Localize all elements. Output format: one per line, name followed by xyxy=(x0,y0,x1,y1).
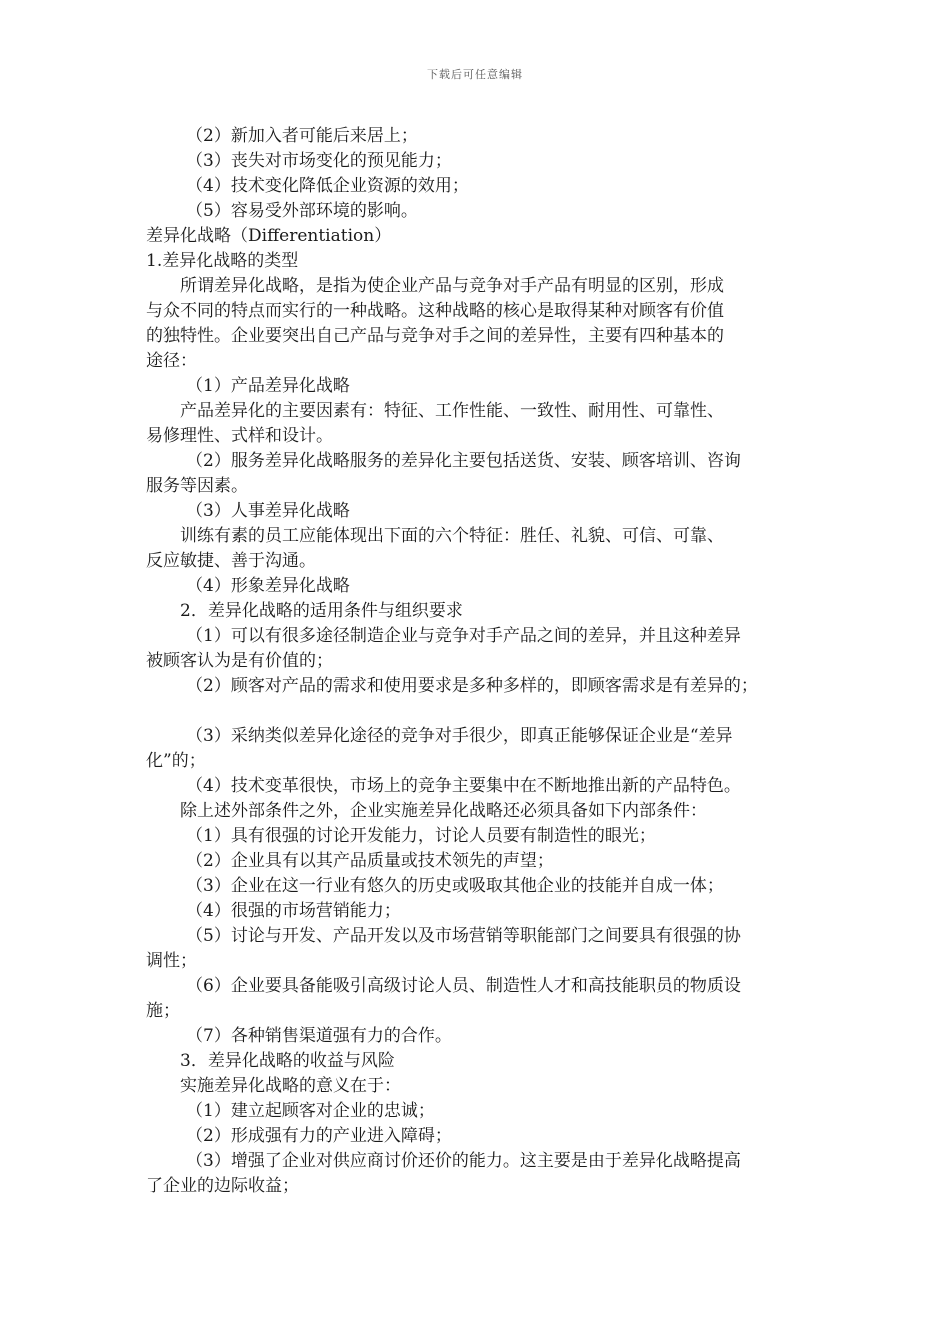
text-line: （2）形成强有力的产业进入障碍； xyxy=(186,1126,452,1146)
text-line: （3）企业在这一行业有悠久的历史或吸取其他企业的技能并自成一体； xyxy=(186,876,724,896)
blank-line xyxy=(146,699,806,724)
text-line: 服务等因素。 xyxy=(146,476,248,496)
text-line: （3）人事差异化战略 xyxy=(186,501,350,521)
text-line: 施； xyxy=(146,1001,180,1021)
text-line: 的独特性。企业要突出自己产品与竞争对手之间的差异性，主要有四种基本的 xyxy=(146,326,724,346)
text-line: 与众不同的特点而实行的一种战略。这种战略的核心是取得某种对顾客有价值 xyxy=(146,301,724,321)
text-line: （4）形象差异化战略 xyxy=(186,576,350,596)
text-line: （1）产品差异化战略 xyxy=(186,376,350,396)
text-line: （6）企业要具备能吸引高级讨论人员、制造性人才和高技能职员的物质设 xyxy=(186,976,741,996)
text-line: （7）各种销售渠道强有力的合作。 xyxy=(186,1026,452,1046)
document-body xyxy=(146,124,806,1199)
text-line: 所谓差异化战略，是指为使企业产品与竞争对手产品有明显的区别，形成 xyxy=(180,276,724,296)
text-line: （2）顾客对产品的需求和使用要求是多种多样的，即顾客需求是有差异的； xyxy=(186,676,758,696)
text-line: 化”的； xyxy=(146,751,206,771)
text-line: （4）技术变革很快，市场上的竞争主要集中在不断地推出新的产品特色。 xyxy=(186,776,741,796)
text-line: 被顾客认为是有价值的； xyxy=(146,651,333,671)
text-line: 易修理性、式样和设计。 xyxy=(146,426,333,446)
text-line: （3）采纳类似差异化途径的竞争对手很少，即真正能够保证企业是“差异 xyxy=(186,726,733,746)
text-line: （1）具有很强的讨论开发能力，讨论人员要有制造性的眼光； xyxy=(186,826,656,846)
text-line: （1）建立起顾客对企业的忠诚； xyxy=(186,1101,435,1121)
text-line: （4）技术变化降低企业资源的效用； xyxy=(186,176,469,196)
text-line: （3）丧失对市场变化的预见能力； xyxy=(186,151,452,171)
text-line: 调性； xyxy=(146,951,197,971)
text-line: 差异化战略（Differentiation） xyxy=(146,226,392,246)
text-line: （5）容易受外部环境的影响。 xyxy=(186,201,418,221)
page-header: 下载后可任意编辑 xyxy=(427,68,523,81)
text-line: （4）很强的市场营销能力； xyxy=(186,901,401,921)
text-line: 产品差异化的主要因素有：特征、工作性能、一致性、耐用性、可靠性、 xyxy=(180,401,724,421)
text-line: （3）增强了企业对供应商讨价还价的能力。这主要是由于差异化战略提高 xyxy=(186,1151,741,1171)
text-line: 途径： xyxy=(146,351,197,371)
text-line: 除上述外部条件之外，企业实施差异化战略还必须具备如下内部条件： xyxy=(180,801,707,821)
text-line: 了企业的边际收益； xyxy=(146,1176,299,1196)
text-line: 2．差异化战略的适用条件与组织要求 xyxy=(180,601,463,621)
text-line: 训练有素的员工应能体现出下面的六个特征：胜任、礼貌、可信、可靠、 xyxy=(180,526,724,546)
text-line: 实施差异化战略的意义在于： xyxy=(180,1076,401,1096)
text-line: （2）企业具有以其产品质量或技术领先的声望； xyxy=(186,851,554,871)
text-line: 1.差异化战略的类型 xyxy=(146,251,299,271)
text-line: （2）服务差异化战略服务的差异化主要包括送货、安装、顾客培训、咨询 xyxy=(186,451,741,471)
text-line: （2）新加入者可能后来居上； xyxy=(186,126,418,146)
text-line: 3．差异化战略的收益与风险 xyxy=(180,1051,395,1071)
text-line: 反应敏捷、善于沟通。 xyxy=(146,551,316,571)
text-line: （5）讨论与开发、产品开发以及市场营销等职能部门之间要具有很强的协 xyxy=(186,926,741,946)
text-line: （1）可以有很多途径制造企业与竞争对手产品之间的差异，并且这种差异 xyxy=(186,626,741,646)
